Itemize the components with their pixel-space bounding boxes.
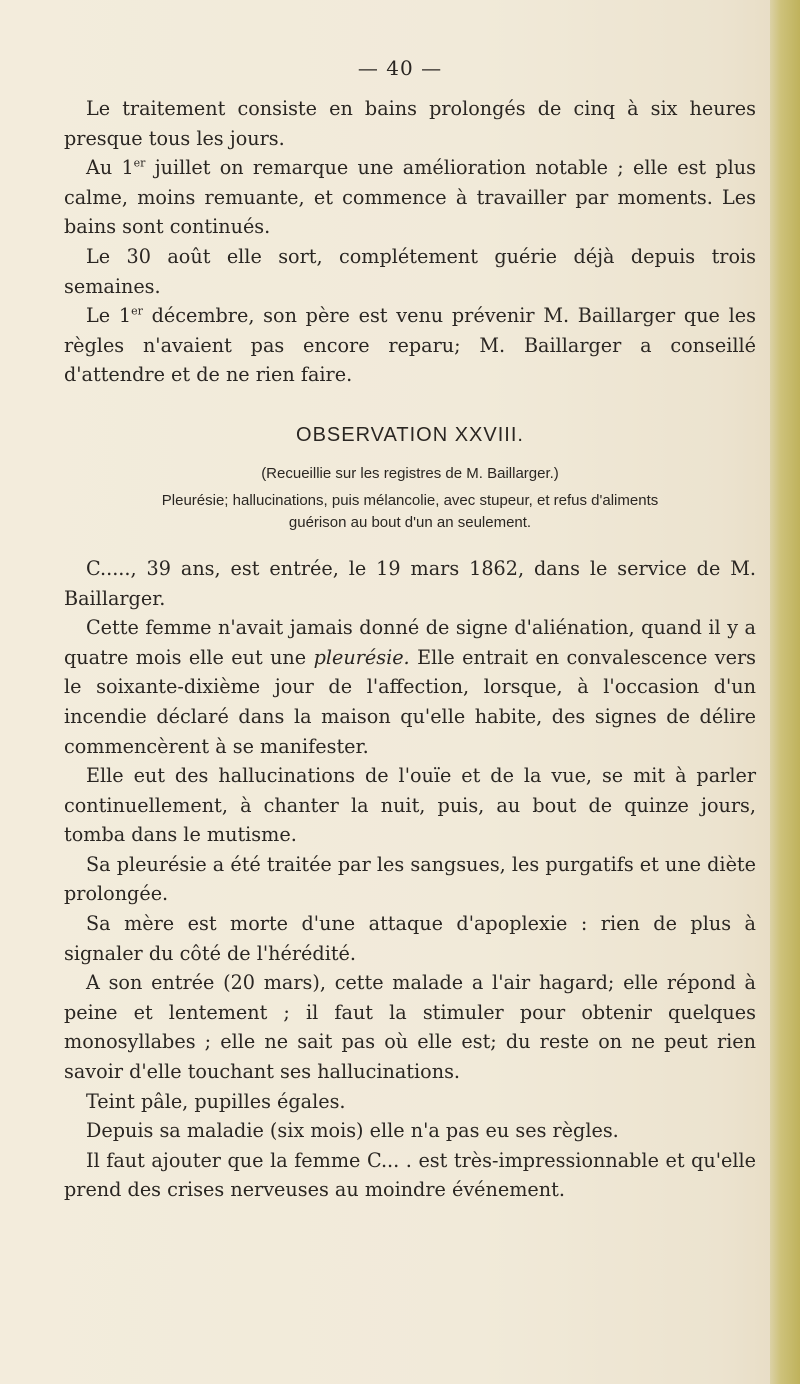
body-paragraph-5: Sa mère est morte d'une attaque d'apoplexie : rien de plus à signaler du côté de l'hérédité. <box>64 912 756 965</box>
ordinal-sup: er <box>131 304 143 318</box>
observation-summary <box>64 490 756 534</box>
body-paragraph-3: Elle eut des hallucinations de l'ouïe et de la vue, se mit à parler continuellement, à chanter la nuit, puis, au bout de quinze jours, tomba dans le mutisme. <box>64 764 756 847</box>
paragraph-treatment: Le traitement consiste en bains prolongés de cinq à six heures presque tous les jours. <box>64 97 756 150</box>
july-text: juillet on remarque une amélioration notable ; elle est plus calme, moins remuante, et commence à travailler par moments. Les bains sont continués. <box>64 156 756 239</box>
p2-after: Elle entrait en convalescence vers le soixante-dixième jour de l'affection, lorsque, à l'occasion d'un incendie déclaré dans la maison qu'elle habite, des signes de délire commencèrent à se manifester. <box>64 645 756 758</box>
body-paragraph-9: Il faut ajouter que la femme C... . est très-impressionnable et qu'elle prend des crises nerveuses au moindre événement. <box>64 1148 756 1202</box>
page-edge-shadow <box>770 0 800 1384</box>
observation-source: (Recueillie sur les registres de M. Baillarger.) <box>261 464 559 482</box>
paragraph-august: Le 30 août elle sort, complétement guérie déjà depuis trois semaines. <box>64 244 756 298</box>
body-paragraph-8: Depuis sa maladie (six mois) elle n'a pas eu ses règles. <box>86 1119 619 1143</box>
body-paragraph-4: Sa pleurésie a été traitée par les sangsues, les purgatifs et une diète prolongée. <box>64 852 756 906</box>
december-prefix: Le 1 <box>86 304 132 328</box>
p2-italic: pleurésie. <box>313 645 410 669</box>
observation-body <box>64 554 756 1205</box>
december-text: décembre, son père est venu prévenir M. Baillarger que les règles n'avaient pas encore reparu; M. Baillarger a conseillé d'attendre et de ne rien faire. <box>64 304 756 387</box>
summary-line-2: guérison au bout d'un an seulement. <box>288 513 532 531</box>
body-paragraph-7: Teint pâle, pupilles égales. <box>86 1089 346 1113</box>
page-number: — 40 — <box>357 56 443 80</box>
body-paragraph-2 <box>64 613 756 761</box>
body-paragraph-6: A son entrée (20 mars), cette malade a l'air hagard; elle répond à peine et lentement ; il faut la stimuler pour obtenir quelques monosyllabes ; elle ne sait pas où elle est; du reste on ne peut rien savoir d'elle touchant ses hallucinations. <box>64 971 756 1084</box>
july-prefix: Au 1 <box>86 156 134 180</box>
preceding-observation-end <box>64 94 756 390</box>
body-paragraph-1: C....., 39 ans, est entrée, le 19 mars 1862, dans le service de M. Baillarger. <box>64 556 756 610</box>
document-body <box>64 62 756 1205</box>
summary-line-1: Pleurésie; hallucinations, puis mélancolie, avec stupeur, et refus d'aliments <box>161 491 659 509</box>
paragraph-december <box>64 301 756 390</box>
paragraph-july <box>64 153 756 242</box>
ordinal-sup: er <box>133 156 146 170</box>
p2-before: Cette femme n'avait jamais donné de signe d'aliénation, quand il y a quatre mois elle eut une <box>64 616 756 669</box>
observation-title: OBSERVATION XXVIII. <box>296 423 524 446</box>
